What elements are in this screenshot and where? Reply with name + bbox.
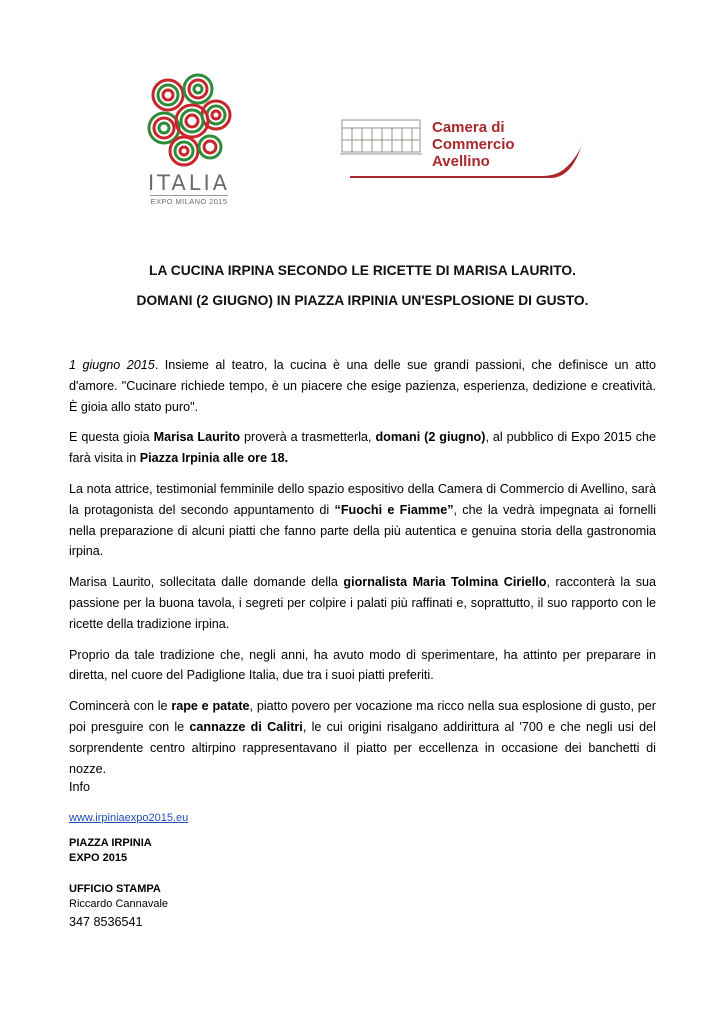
paragraph-6: Comincerà con le rape e patate, piatto povero per vocazione ma ricco nella sua esplosione di gusto, per poi presguire con le cannazze di Calitri, le cui origini risalgano addirittura al '700 e che negli usi del sorprendente centro altirpino rappresentavano il piatto per eccellenza in occasione dei banchetti di nozze. bbox=[69, 699, 657, 776]
venue-line-2: EXPO 2015 bbox=[69, 852, 128, 864]
subheadline: DOMANI (2 GIUGNO) IN PIAZZA IRPINIA UN'ESPLOSIONE DI GUSTO. bbox=[136, 293, 589, 308]
chamber-name-line2: Avellino bbox=[432, 153, 490, 170]
press-contact-name: Riccardo Cannavale bbox=[69, 898, 169, 910]
venue-block bbox=[69, 836, 152, 866]
venue-line-1: PIAZZA IRPINIA bbox=[69, 837, 152, 849]
paragraph-2: E questa gioia Marisa Laurito proverà a trasmetterla, domani (2 giugno), al pubblico di Expo 2015 che farà visita in Piazza Irpinia alle ore 18. bbox=[69, 430, 656, 466]
paragraph-1: 1 giugno 2015. Insieme al teatro, la cucina è una delle sue grandi passioni, che definisce un atto d'amore. "Cucinare richiede tempo, è un piacere che esige pazienza, esperienza, dedizione e creatività. È gioia allo stato puro". bbox=[69, 358, 656, 414]
expo-logo-subtitle: EXPO MILANO 2015 bbox=[150, 197, 228, 206]
paragraph-3: La nota attrice, testimonial femminile dello spazio espositivo della Camera di Commercio di Avellino, sarà la protagonista del secondo appuntamento di “Fuochi e Fiamme”, che la vedrà impegnata ai fornelli nella preparazione di alcuni piatti che fanno parte della più autentica e genuina storia della gastronomia irpina. bbox=[69, 481, 656, 559]
chamber-name bbox=[432, 119, 590, 170]
press-office-block bbox=[69, 882, 168, 932]
expo-flower-emblem bbox=[146, 73, 232, 168]
camera-commercio-logo bbox=[338, 112, 590, 184]
info-section bbox=[69, 779, 188, 826]
expo-2015-logo bbox=[146, 73, 232, 208]
headline: LA CUCINA IRPINA SECONDO LE RICETTE DI MARISA LAURITO. bbox=[149, 263, 576, 278]
expo-logo-divider bbox=[150, 195, 228, 196]
press-office-label: UFFICIO STAMPA bbox=[69, 883, 161, 895]
paragraph-4: Marisa Laurito, sollecitata dalle domande della giornalista Maria Tolmina Ciriello, racconterà la sua passione per la buona tavola, i segreti per colpire i palati più raffinati e, soprattutto, il suo rapporto con le ricette della tradizione irpina. bbox=[69, 575, 656, 631]
press-contact-phone: 347 8536541 bbox=[69, 915, 143, 929]
chamber-name-line1: Camera di Commercio bbox=[432, 119, 515, 153]
info-label: Info bbox=[69, 780, 91, 794]
expo-logo-word: ITALIA bbox=[147, 171, 230, 195]
website-link[interactable]: www.irpiniaexpo2015.eu bbox=[69, 812, 189, 824]
article-body bbox=[69, 355, 656, 789]
paragraph-5: Proprio da tale tradizione che, negli anni, ha avuto modo di sperimentare, ha attinto per preparare in diretta, nel cuore del Padiglione Italia, due tra i suoi piatti preferiti. bbox=[69, 647, 656, 683]
article-date: 1 giugno 2015 bbox=[69, 358, 155, 372]
